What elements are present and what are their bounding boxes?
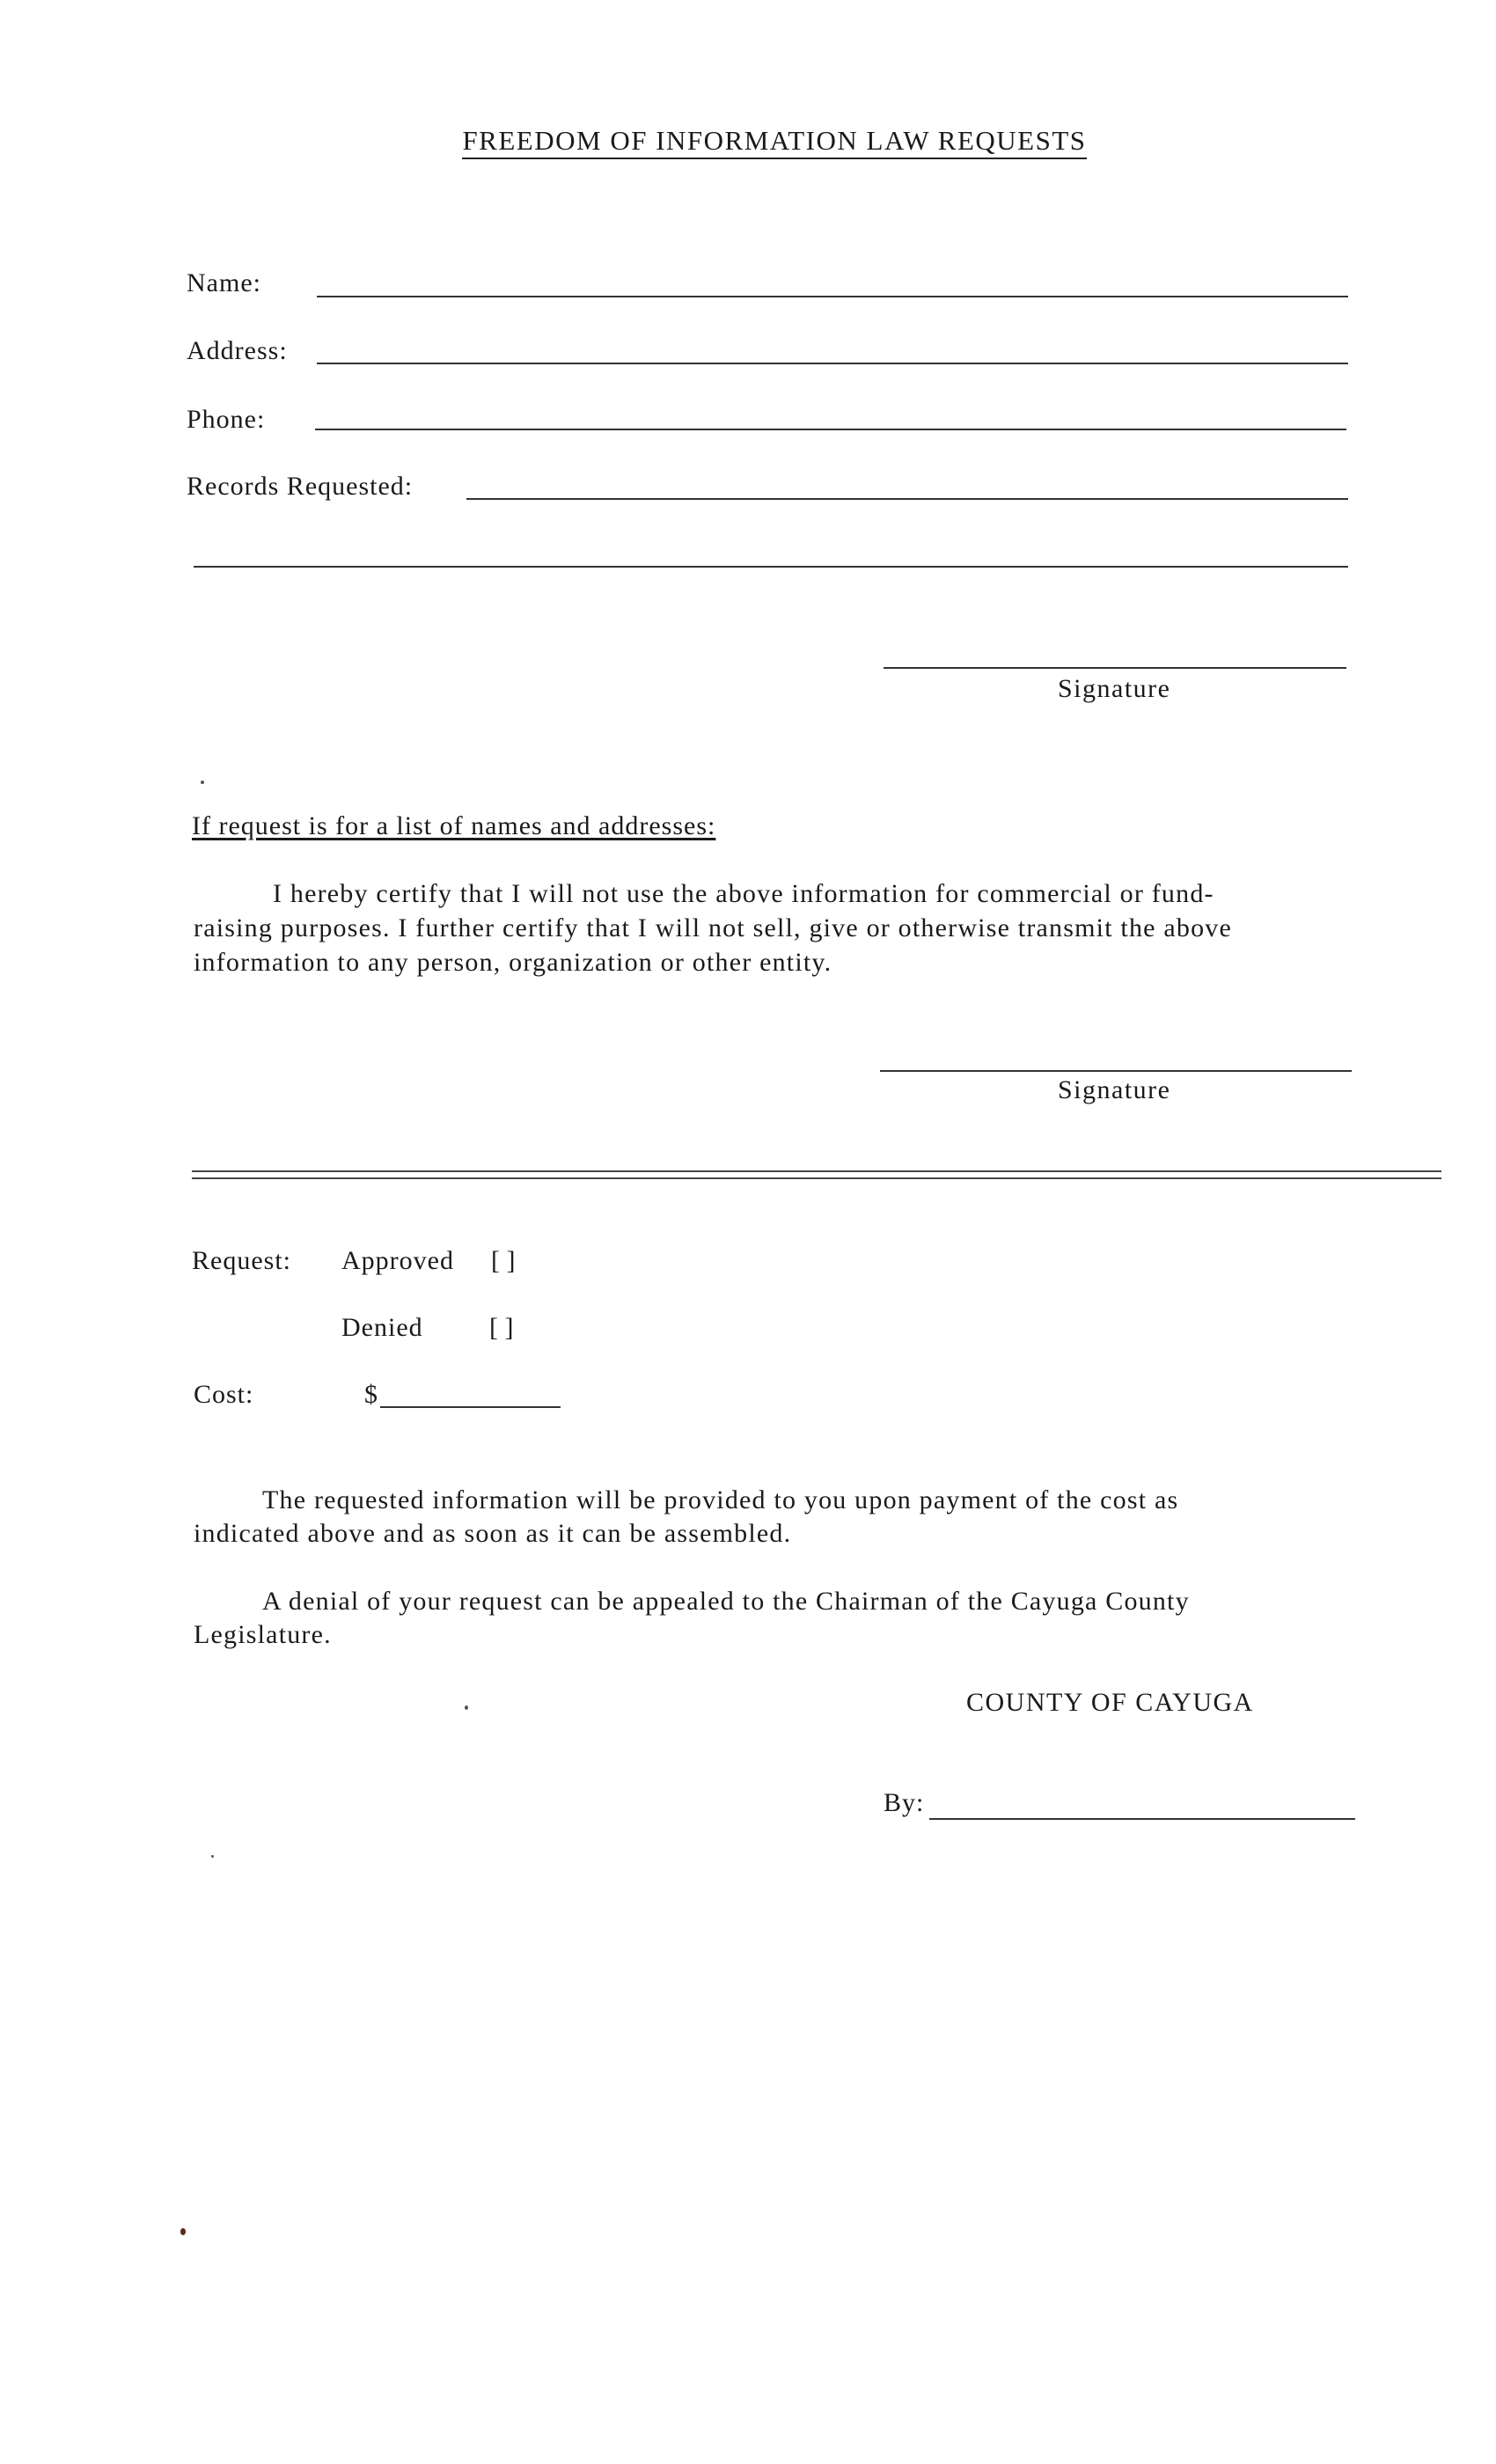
records-requested-field-continued[interactable] <box>194 566 1348 568</box>
by-label: By: <box>884 1788 925 1817</box>
address-label: Address: <box>187 336 288 365</box>
cost-label: Cost: <box>194 1380 254 1409</box>
certification-signature-label: Signature <box>1058 1075 1171 1104</box>
address-field[interactable] <box>317 363 1348 364</box>
denied-checkbox[interactable]: [ ] <box>489 1313 514 1342</box>
list-request-heading: If request is for a list of names and addresses: <box>192 811 716 840</box>
phone-field[interactable] <box>315 429 1346 430</box>
cost-field[interactable] <box>380 1406 561 1408</box>
records-requested-field[interactable] <box>466 498 1348 500</box>
approved-checkbox[interactable]: [ ] <box>491 1246 516 1275</box>
signature-label: Signature <box>1058 674 1171 703</box>
by-signature-line[interactable] <box>929 1818 1355 1820</box>
certification-line-1: I hereby certify that I will not use the above information for commercial or fund- <box>273 879 1214 908</box>
form-title-text: FREEDOM OF INFORMATION LAW REQUESTS <box>462 125 1086 159</box>
notice-line-1: The requested information will be provided to you upon payment of the cost as <box>262 1485 1179 1514</box>
phone-label: Phone: <box>187 405 266 434</box>
approved-label: Approved <box>341 1246 454 1275</box>
certification-signature-line[interactable] <box>880 1070 1352 1072</box>
signature-line[interactable] <box>884 667 1346 669</box>
name-field[interactable] <box>317 296 1348 297</box>
scan-speck <box>180 2228 186 2235</box>
certification-line-3: information to any person, organization or other entity. <box>194 948 832 977</box>
denied-label: Denied <box>341 1313 423 1342</box>
appeal-line-1: A denial of your request can be appealed to the Chairman of the Cayuga County <box>262 1587 1190 1616</box>
records-requested-label: Records Requested: <box>187 472 414 501</box>
currency-symbol: $ <box>364 1380 378 1409</box>
request-label: Request: <box>192 1246 291 1275</box>
certification-line-2: raising purposes. I further certify that I will not sell, give or otherwise transmit the above <box>194 913 1233 942</box>
scan-speck <box>201 781 204 784</box>
scan-speck <box>211 1855 214 1858</box>
appeal-line-2: Legislature. <box>194 1620 332 1649</box>
form-title <box>0 125 1496 157</box>
name-label: Name: <box>187 268 261 297</box>
scan-speck <box>465 1705 468 1710</box>
section-divider <box>192 1170 1441 1179</box>
notice-line-2: indicated above and as soon as it can be assembled. <box>194 1519 792 1548</box>
county-name: COUNTY OF CAYUGA <box>966 1688 1254 1717</box>
